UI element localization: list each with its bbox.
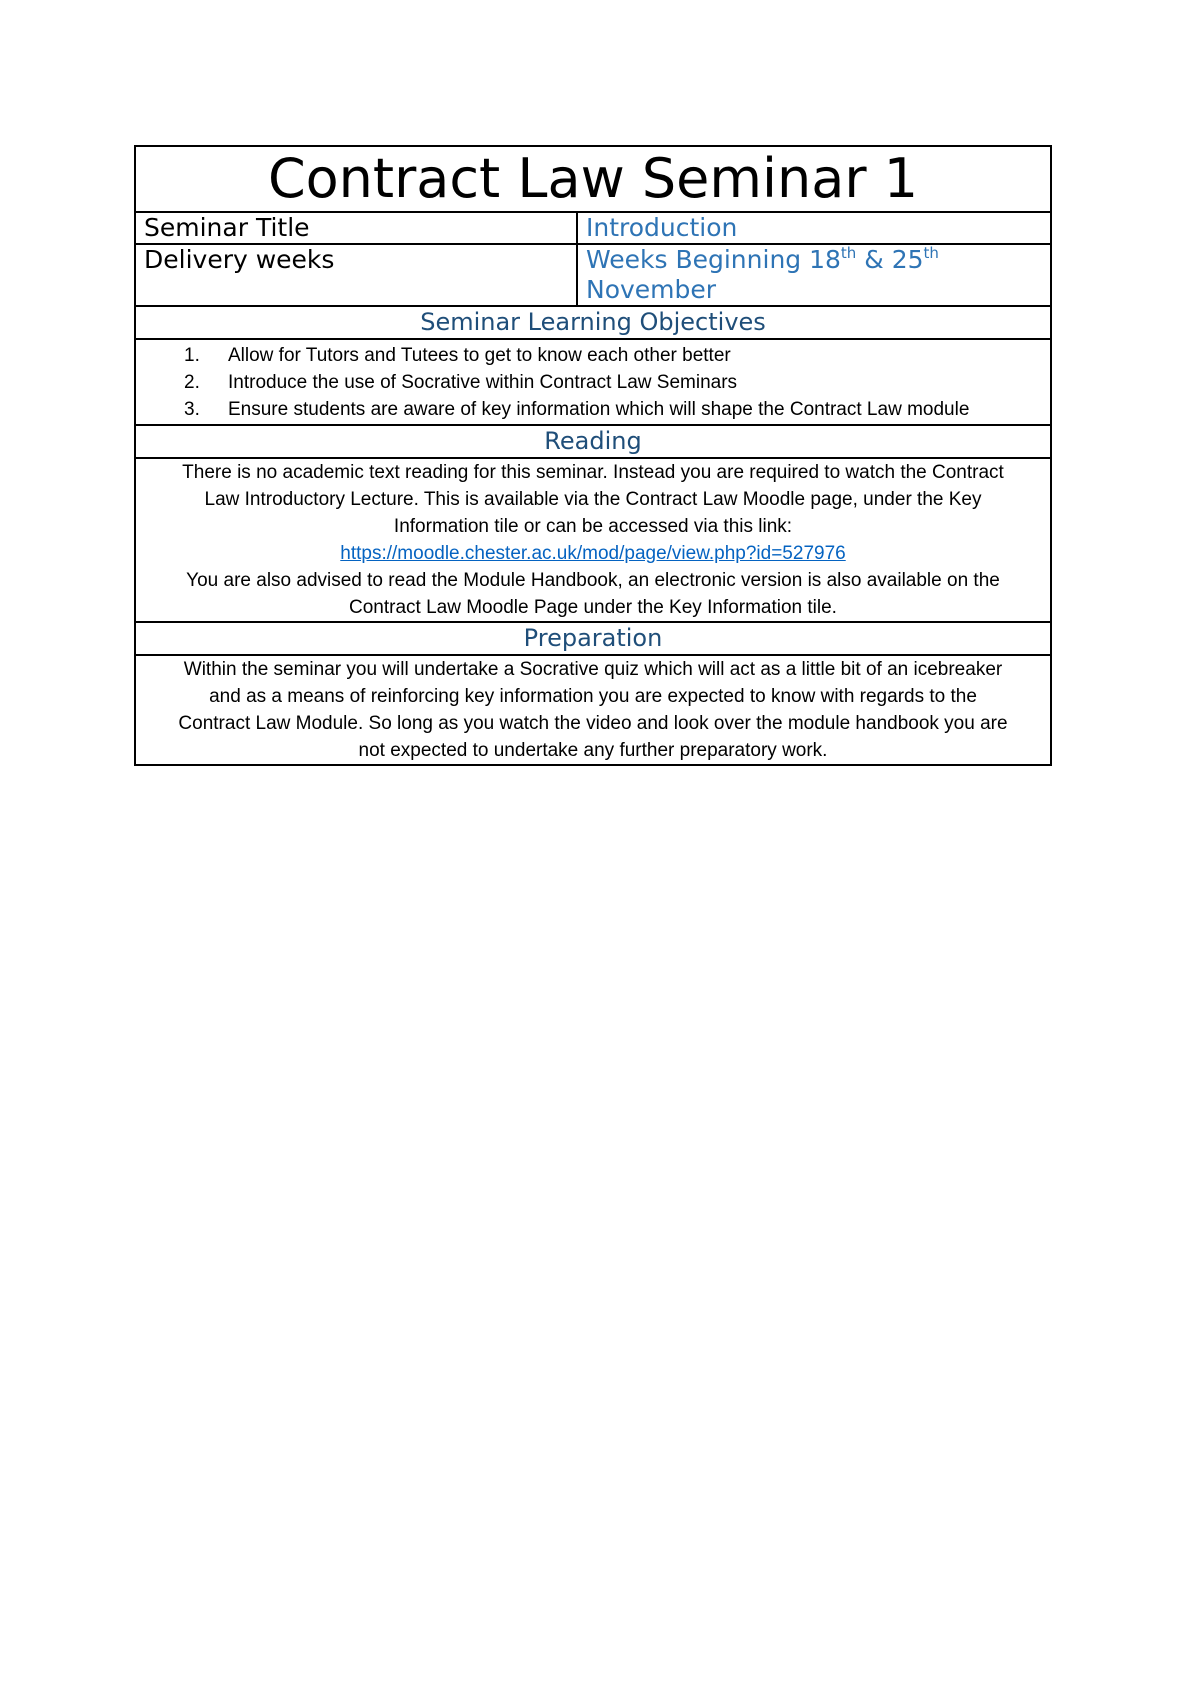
objective-item xyxy=(184,342,1042,369)
preparation-body xyxy=(135,655,1051,765)
preparation-heading: Preparation xyxy=(135,622,1051,655)
objective-text: Allow for Tutors and Tutees to get to know each other better xyxy=(228,345,731,366)
reading-line: There is no academic text reading for this seminar. Instead you are required to watch the Contract xyxy=(182,462,1004,483)
objective-item xyxy=(184,369,1042,396)
objective-item xyxy=(184,396,1042,423)
preparation-line: not expected to undertake any further preparatory work. xyxy=(358,740,828,761)
seminar-table xyxy=(134,145,1052,766)
objectives-cell xyxy=(135,339,1051,425)
preparation-line: and as a means of reinforcing key information you are expected to know with regards to the xyxy=(209,686,977,707)
objective-number: 3. xyxy=(184,399,200,420)
objective-text: Ensure students are aware of key information which will shape the Contract Law module xyxy=(228,399,970,420)
objective-number: 1. xyxy=(184,345,200,366)
document-title: Contract Law Seminar 1 xyxy=(135,146,1051,212)
preparation-line: Within the seminar you will undertake a Socrative quiz which will act as a little bit of an icebreaker xyxy=(183,659,1003,680)
delivery-weeks-suffix: November xyxy=(586,275,717,304)
delivery-weeks-value xyxy=(577,244,1051,306)
objectives-heading: Seminar Learning Objectives xyxy=(135,306,1051,339)
seminar-title-value: Introduction xyxy=(577,212,1051,244)
reading-body xyxy=(135,458,1051,622)
delivery-weeks-sup-1: th xyxy=(840,244,857,262)
delivery-weeks-label: Delivery weeks xyxy=(135,244,577,306)
reading-heading: Reading xyxy=(135,425,1051,458)
reading-line: You are also advised to read the Module Handbook, an electronic version is also available on the xyxy=(186,570,1000,591)
delivery-weeks-prefix: Weeks Beginning 18 xyxy=(586,245,841,274)
objective-text: Introduce the use of Socrative within Contract Law Seminars xyxy=(228,372,738,393)
preparation-line: Contract Law Module. So long as you watch the video and look over the module handbook you are xyxy=(178,713,1008,734)
reading-line: Law Introductory Lecture. This is available via the Contract Law Moodle page, under the Key xyxy=(204,489,982,510)
objective-number: 2. xyxy=(184,372,200,393)
reading-line: Information tile or can be accessed via this link: xyxy=(393,516,793,537)
seminar-title-label: Seminar Title xyxy=(135,212,577,244)
delivery-weeks-sup-2: th xyxy=(923,244,939,262)
delivery-weeks-mid: & 25 xyxy=(856,245,924,274)
objectives-list xyxy=(144,342,1042,423)
moodle-lecture-link[interactable]: https://moodle.chester.ac.uk/mod/page/view.php?id=527976 xyxy=(340,543,846,564)
reading-line: Contract Law Moodle Page under the Key Information tile. xyxy=(349,597,837,618)
